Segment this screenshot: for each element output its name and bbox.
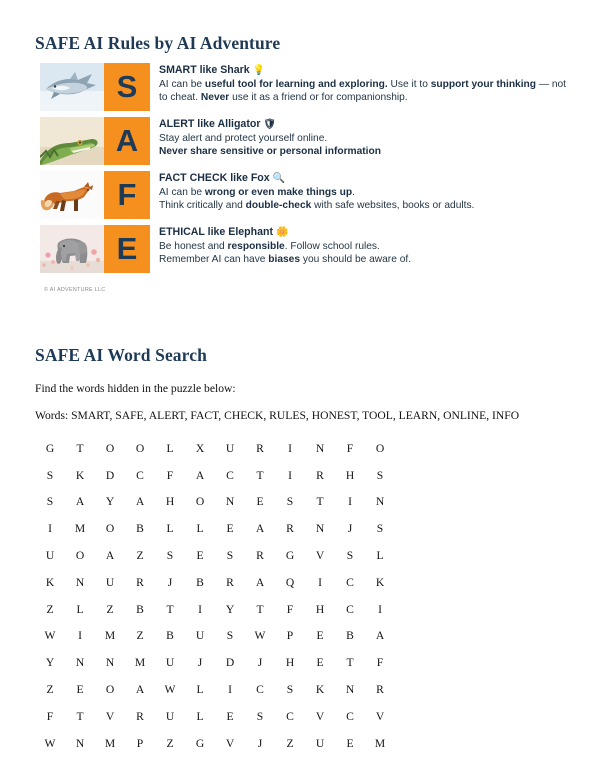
wordsearch-cell[interactable]: N [315, 522, 325, 536]
wordsearch-cell[interactable]: X [195, 441, 205, 455]
wordsearch-cell[interactable]: B [166, 629, 174, 643]
wordsearch-cell[interactable]: B [196, 575, 204, 589]
smart-text-6: Never [200, 92, 230, 104]
wordsearch-cell[interactable]: C [226, 468, 234, 482]
wordsearch-cell[interactable]: U [315, 736, 325, 750]
rule-text-smart [150, 63, 570, 105]
wordsearch-cell[interactable]: R [256, 549, 264, 563]
wordsearch-cell[interactable]: V [225, 736, 235, 750]
wordsearch-cell[interactable]: F [376, 656, 384, 670]
wordsearch-cell[interactable]: M [74, 522, 86, 536]
wordsearch-cell[interactable]: T [166, 602, 174, 616]
wordsearch-cell[interactable]: J [347, 522, 353, 536]
fox-image [40, 171, 104, 219]
rule-heading-ethical [159, 226, 570, 239]
wordsearch-row [35, 703, 395, 730]
wordsearch-cell[interactable]: K [75, 468, 85, 482]
wordsearch-cell[interactable]: L [76, 602, 84, 616]
wordsearch-cell[interactable]: O [375, 441, 385, 455]
letter-tile-s: S [104, 63, 150, 111]
wordsearch-cell[interactable]: I [288, 441, 292, 455]
wordsearch-row [35, 623, 395, 650]
wordsearch-instructions: Find the words hidden in the puzzle below: [35, 382, 236, 395]
wordsearch-cell[interactable]: D [225, 656, 235, 670]
wordsearch-cell[interactable]: Q [285, 575, 295, 589]
wordsearch-cell[interactable]: Z [136, 549, 144, 563]
wordsearch-cell[interactable]: N [75, 656, 85, 670]
wordsearch-cell[interactable]: J [257, 736, 263, 750]
wordsearch-cell[interactable]: A [255, 575, 265, 589]
ethical-text-6: you should be aware of. [300, 254, 412, 266]
wordsearch-row [35, 489, 395, 516]
wordsearch-cell[interactable]: I [198, 602, 202, 616]
wordsearch-cell[interactable]: Z [136, 629, 144, 643]
fact-text-5: double-check [245, 200, 312, 212]
wordsearch-cell[interactable]: O [105, 522, 115, 536]
shield-icon: 🛡 [263, 119, 277, 130]
wordsearch-cell[interactable]: N [105, 656, 115, 670]
wordsearch-cell[interactable]: N [375, 495, 385, 509]
wordsearch-row [35, 462, 395, 489]
fact-text-4: Think critically and [159, 200, 246, 212]
wordsearch-cell[interactable]: F [346, 441, 354, 455]
wordsearch-cell[interactable]: A [135, 495, 145, 509]
wordsearch-cell[interactable]: O [105, 683, 115, 697]
wordsearch-cell[interactable]: I [78, 629, 82, 643]
wordsearch-cell[interactable]: L [196, 683, 204, 697]
wordsearch-cell[interactable]: E [316, 629, 324, 643]
wordsearch-cell[interactable]: W [254, 629, 266, 643]
wordsearch-row [35, 569, 395, 596]
wordsearch-cell[interactable]: U [105, 575, 115, 589]
wordsearch-row [35, 515, 395, 542]
wordsearch-row [35, 649, 395, 676]
wordsearch-cell[interactable]: O [135, 441, 145, 455]
wordsearch-row [35, 676, 395, 703]
wordsearch-cell[interactable]: U [165, 656, 175, 670]
letter-tile-f: F [104, 171, 150, 219]
wordsearch-cell[interactable]: J [167, 575, 173, 589]
lightbulb-icon: 💡 [252, 65, 266, 76]
ethical-text-5: biases [268, 254, 301, 266]
rule-heading-factcheck [159, 172, 570, 185]
wordsearch-cell[interactable]: M [374, 736, 386, 750]
wordsearch-cell[interactable]: O [195, 495, 205, 509]
rule-row-smart [40, 63, 570, 111]
wordsearch-cell[interactable]: T [346, 656, 354, 670]
wordsearch-cell[interactable]: C [256, 683, 264, 697]
smart-text-3: Use it to [387, 79, 431, 91]
letter-tile-a: A [104, 117, 150, 165]
wordsearch-cell[interactable]: A [375, 629, 385, 643]
wordsearch-cell[interactable]: S [286, 683, 294, 697]
wordsearch-cell[interactable]: H [165, 495, 175, 509]
wordsearch-cell[interactable]: R [136, 575, 144, 589]
wordsearch-cell[interactable]: U [165, 709, 175, 723]
rule-heading-smart-label: SMART like Shark [159, 64, 250, 76]
rule-row-ethical [40, 225, 570, 273]
wordsearch-cell[interactable]: P [136, 736, 144, 750]
wordsearch-cell[interactable]: N [345, 683, 355, 697]
wordsearch-cell[interactable]: V [375, 709, 385, 723]
wordsearch-cell[interactable]: A [195, 468, 205, 482]
wordsearch-cell[interactable]: Z [166, 736, 174, 750]
wordsearch-cell[interactable]: K [375, 575, 385, 589]
wordsearch-cell[interactable]: B [136, 602, 144, 616]
wordsearch-row [35, 730, 395, 757]
wordsearch-cell[interactable]: S [256, 709, 264, 723]
wordsearch-cell[interactable]: F [286, 602, 294, 616]
wordsearch-cell[interactable]: E [346, 736, 354, 750]
wordsearch-cell[interactable]: C [286, 709, 294, 723]
ethical-text-1: Be honest and [159, 241, 228, 253]
wordsearch-cell[interactable]: C [346, 709, 354, 723]
smart-text-4: support your thinking [430, 79, 536, 91]
wordsearch-cell[interactable]: B [136, 522, 144, 536]
safe-rules-list [40, 63, 570, 279]
rule-text-factcheck [150, 171, 570, 213]
flower-icon: 🌼 [275, 227, 289, 238]
wordsearch-cell[interactable]: L [376, 549, 384, 563]
wordsearch-cell[interactable]: Z [106, 602, 114, 616]
wordsearch-cell[interactable]: S [376, 522, 384, 536]
wordsearch-grid [35, 435, 395, 757]
wordsearch-cell[interactable]: Z [46, 602, 54, 616]
wordsearch-cell[interactable]: C [346, 575, 354, 589]
smart-text-2: useful tool for learning and exploring. [204, 79, 388, 91]
wordsearch-cell[interactable]: Z [46, 683, 54, 697]
rule-text-alert [150, 117, 570, 159]
wordsearch-cell[interactable]: M [104, 736, 116, 750]
alligator-image [40, 117, 104, 165]
wordsearch-cell[interactable]: H [315, 602, 325, 616]
wordsearch-cell[interactable]: S [166, 549, 174, 563]
wordsearch-cell[interactable]: S [286, 495, 294, 509]
wordsearch-cell[interactable]: D [105, 468, 115, 482]
rule-heading-ethical-label: ETHICAL like Elephant [159, 226, 274, 238]
alert-text-1: Stay alert and protect yourself online. [159, 133, 328, 145]
wordsearch-cell[interactable]: G [195, 736, 205, 750]
wordsearch-cell[interactable]: R [316, 468, 324, 482]
wordsearch-cell[interactable]: S [46, 468, 54, 482]
wordsearch-row [35, 596, 395, 623]
rule-body-factcheck [159, 186, 570, 212]
wordsearch-cell[interactable]: V [315, 709, 325, 723]
wordsearch-cell[interactable]: T [316, 495, 324, 509]
rules-section-title: SAFE AI Rules by AI Adventure [35, 33, 281, 53]
fact-text-6: with safe websites, books or adults. [311, 200, 475, 212]
wordsearch-cell[interactable]: G [45, 441, 55, 455]
wordsearch-cell[interactable]: J [257, 656, 263, 670]
rule-row-factcheck [40, 171, 570, 219]
wordsearch-cell[interactable]: Z [286, 736, 294, 750]
wordsearch-cell[interactable]: B [346, 629, 354, 643]
wordsearch-cell[interactable]: W [44, 736, 56, 750]
ethical-text-4: Remember AI can have [159, 254, 269, 266]
rule-text-ethical [150, 225, 570, 267]
wordsearch-cell[interactable]: R [136, 709, 144, 723]
wordsearch-cell[interactable]: I [228, 683, 232, 697]
wordsearch-cell[interactable]: V [105, 709, 115, 723]
wordsearch-cell[interactable]: E [76, 683, 84, 697]
wordsearch-cell[interactable]: S [226, 629, 234, 643]
wordsearch-cell[interactable]: W [44, 629, 56, 643]
rule-row-alert [40, 117, 570, 165]
wordsearch-cell[interactable]: R [376, 683, 384, 697]
wordsearch-cell[interactable]: L [196, 522, 204, 536]
wordsearch-cell[interactable]: N [225, 495, 235, 509]
smart-text-5: — not to cheat. [159, 79, 567, 104]
wordsearch-cell[interactable]: M [104, 629, 116, 643]
wordsearch-cell[interactable]: U [45, 549, 55, 563]
wordsearch-cell[interactable]: R [226, 575, 234, 589]
wordsearch-cell[interactable]: T [76, 441, 84, 455]
wordsearch-cell[interactable]: H [345, 468, 355, 482]
wordsearch-cell[interactable]: W [164, 683, 176, 697]
wordsearch-cell[interactable]: J [197, 656, 203, 670]
wordsearch-cell[interactable]: A [135, 683, 145, 697]
rule-heading-factcheck-label: FACT CHECK like Fox [159, 172, 270, 184]
wordsearch-cell[interactable]: A [75, 495, 85, 509]
fact-text-2: wrong or even make things up [204, 187, 353, 199]
wordsearch-cell[interactable]: C [346, 602, 354, 616]
copyright-notice: © AI ADVENTURE LLC [44, 287, 106, 293]
wordsearch-cell[interactable]: U [225, 441, 235, 455]
ethical-text-3: . Follow school rules. [284, 241, 380, 253]
wordsearch-cell[interactable]: T [76, 709, 84, 723]
wordsearch-cell[interactable]: I [348, 495, 352, 509]
fact-text-1: AI can be [159, 187, 205, 199]
wordsearch-cell[interactable]: K [45, 575, 55, 589]
rule-body-ethical [159, 240, 570, 266]
wordsearch-cell[interactable]: T [256, 602, 264, 616]
wordsearch-cell[interactable]: P [286, 629, 294, 643]
wordsearch-cell[interactable]: S [376, 468, 384, 482]
wordsearch-cell[interactable]: U [195, 629, 205, 643]
magnifying-glass-icon: 🔍 [272, 173, 286, 184]
wordsearch-cell[interactable]: Y [45, 656, 55, 670]
rule-heading-alert-label: ALERT like Alligator [159, 118, 261, 130]
wordsearch-cell[interactable]: L [166, 522, 174, 536]
wordsearch-cell[interactable]: T [256, 468, 264, 482]
wordsearch-cell[interactable]: E [316, 656, 324, 670]
wordsearch-cell[interactable]: L [166, 441, 174, 455]
rule-heading-smart [159, 64, 570, 77]
wordsearch-cell[interactable]: O [75, 549, 85, 563]
wordsearch-cell[interactable]: I [48, 522, 52, 536]
wordsearch-cell[interactable]: S [346, 549, 354, 563]
wordsearch-cell[interactable]: Y [105, 495, 115, 509]
wordsearch-word-list: Words: SMART, SAFE, ALERT, FACT, CHECK, RULES, HONEST, TOOL, LEARN, ONLINE, INFO [35, 409, 520, 422]
wordsearch-cell[interactable]: O [105, 441, 115, 455]
elephant-image [40, 225, 104, 273]
wordsearch-section-title: SAFE AI Word Search [35, 345, 207, 365]
wordsearch-cell[interactable]: E [256, 495, 264, 509]
wordsearch-cell[interactable]: E [196, 549, 204, 563]
fact-text-3: . [352, 187, 355, 199]
wordsearch-cell[interactable]: N [75, 736, 85, 750]
letter-tile-e: E [104, 225, 150, 273]
smart-text-7: use it as a friend or for companionship. [229, 92, 408, 104]
wordsearch-cell[interactable]: C [136, 468, 144, 482]
wordsearch-cell[interactable]: A [255, 522, 265, 536]
wordsearch-cell[interactable]: A [105, 549, 115, 563]
wordsearch-cell[interactable]: N [75, 575, 85, 589]
wordsearch-cell[interactable]: Y [225, 602, 235, 616]
wordsearch-cell[interactable]: S [226, 549, 234, 563]
wordsearch-cell[interactable]: R [286, 522, 294, 536]
wordsearch-cell[interactable]: I [318, 575, 322, 589]
smart-text-1: AI can be [159, 79, 205, 91]
wordsearch-cell[interactable]: N [315, 441, 325, 455]
wordsearch-cell[interactable]: I [378, 602, 382, 616]
wordsearch-cell[interactable]: V [315, 549, 325, 563]
wordsearch-cell[interactable]: E [226, 522, 234, 536]
rule-heading-alert [159, 118, 570, 131]
wordsearch-cell[interactable]: G [285, 549, 295, 563]
rule-body-smart [159, 78, 570, 104]
wordsearch-cell[interactable]: K [315, 683, 325, 697]
wordsearch-cell[interactable]: H [285, 656, 295, 670]
rule-body-alert [159, 132, 570, 158]
wordsearch-cell[interactable]: E [226, 709, 234, 723]
ethical-text-2: responsible [227, 241, 285, 253]
wordsearch-cell[interactable]: S [46, 495, 54, 509]
alert-text-2: Never share sensitive or personal information [159, 146, 381, 158]
wordsearch-cell[interactable]: I [288, 468, 292, 482]
wordsearch-row [35, 542, 395, 569]
wordsearch-cell[interactable]: R [256, 441, 264, 455]
wordsearch-cell[interactable]: L [196, 709, 204, 723]
wordsearch-cell[interactable]: F [46, 709, 54, 723]
wordsearch-cell[interactable]: M [134, 656, 146, 670]
wordsearch-cell[interactable]: F [166, 468, 174, 482]
wordsearch-row [35, 435, 395, 462]
shark-image [40, 63, 104, 111]
